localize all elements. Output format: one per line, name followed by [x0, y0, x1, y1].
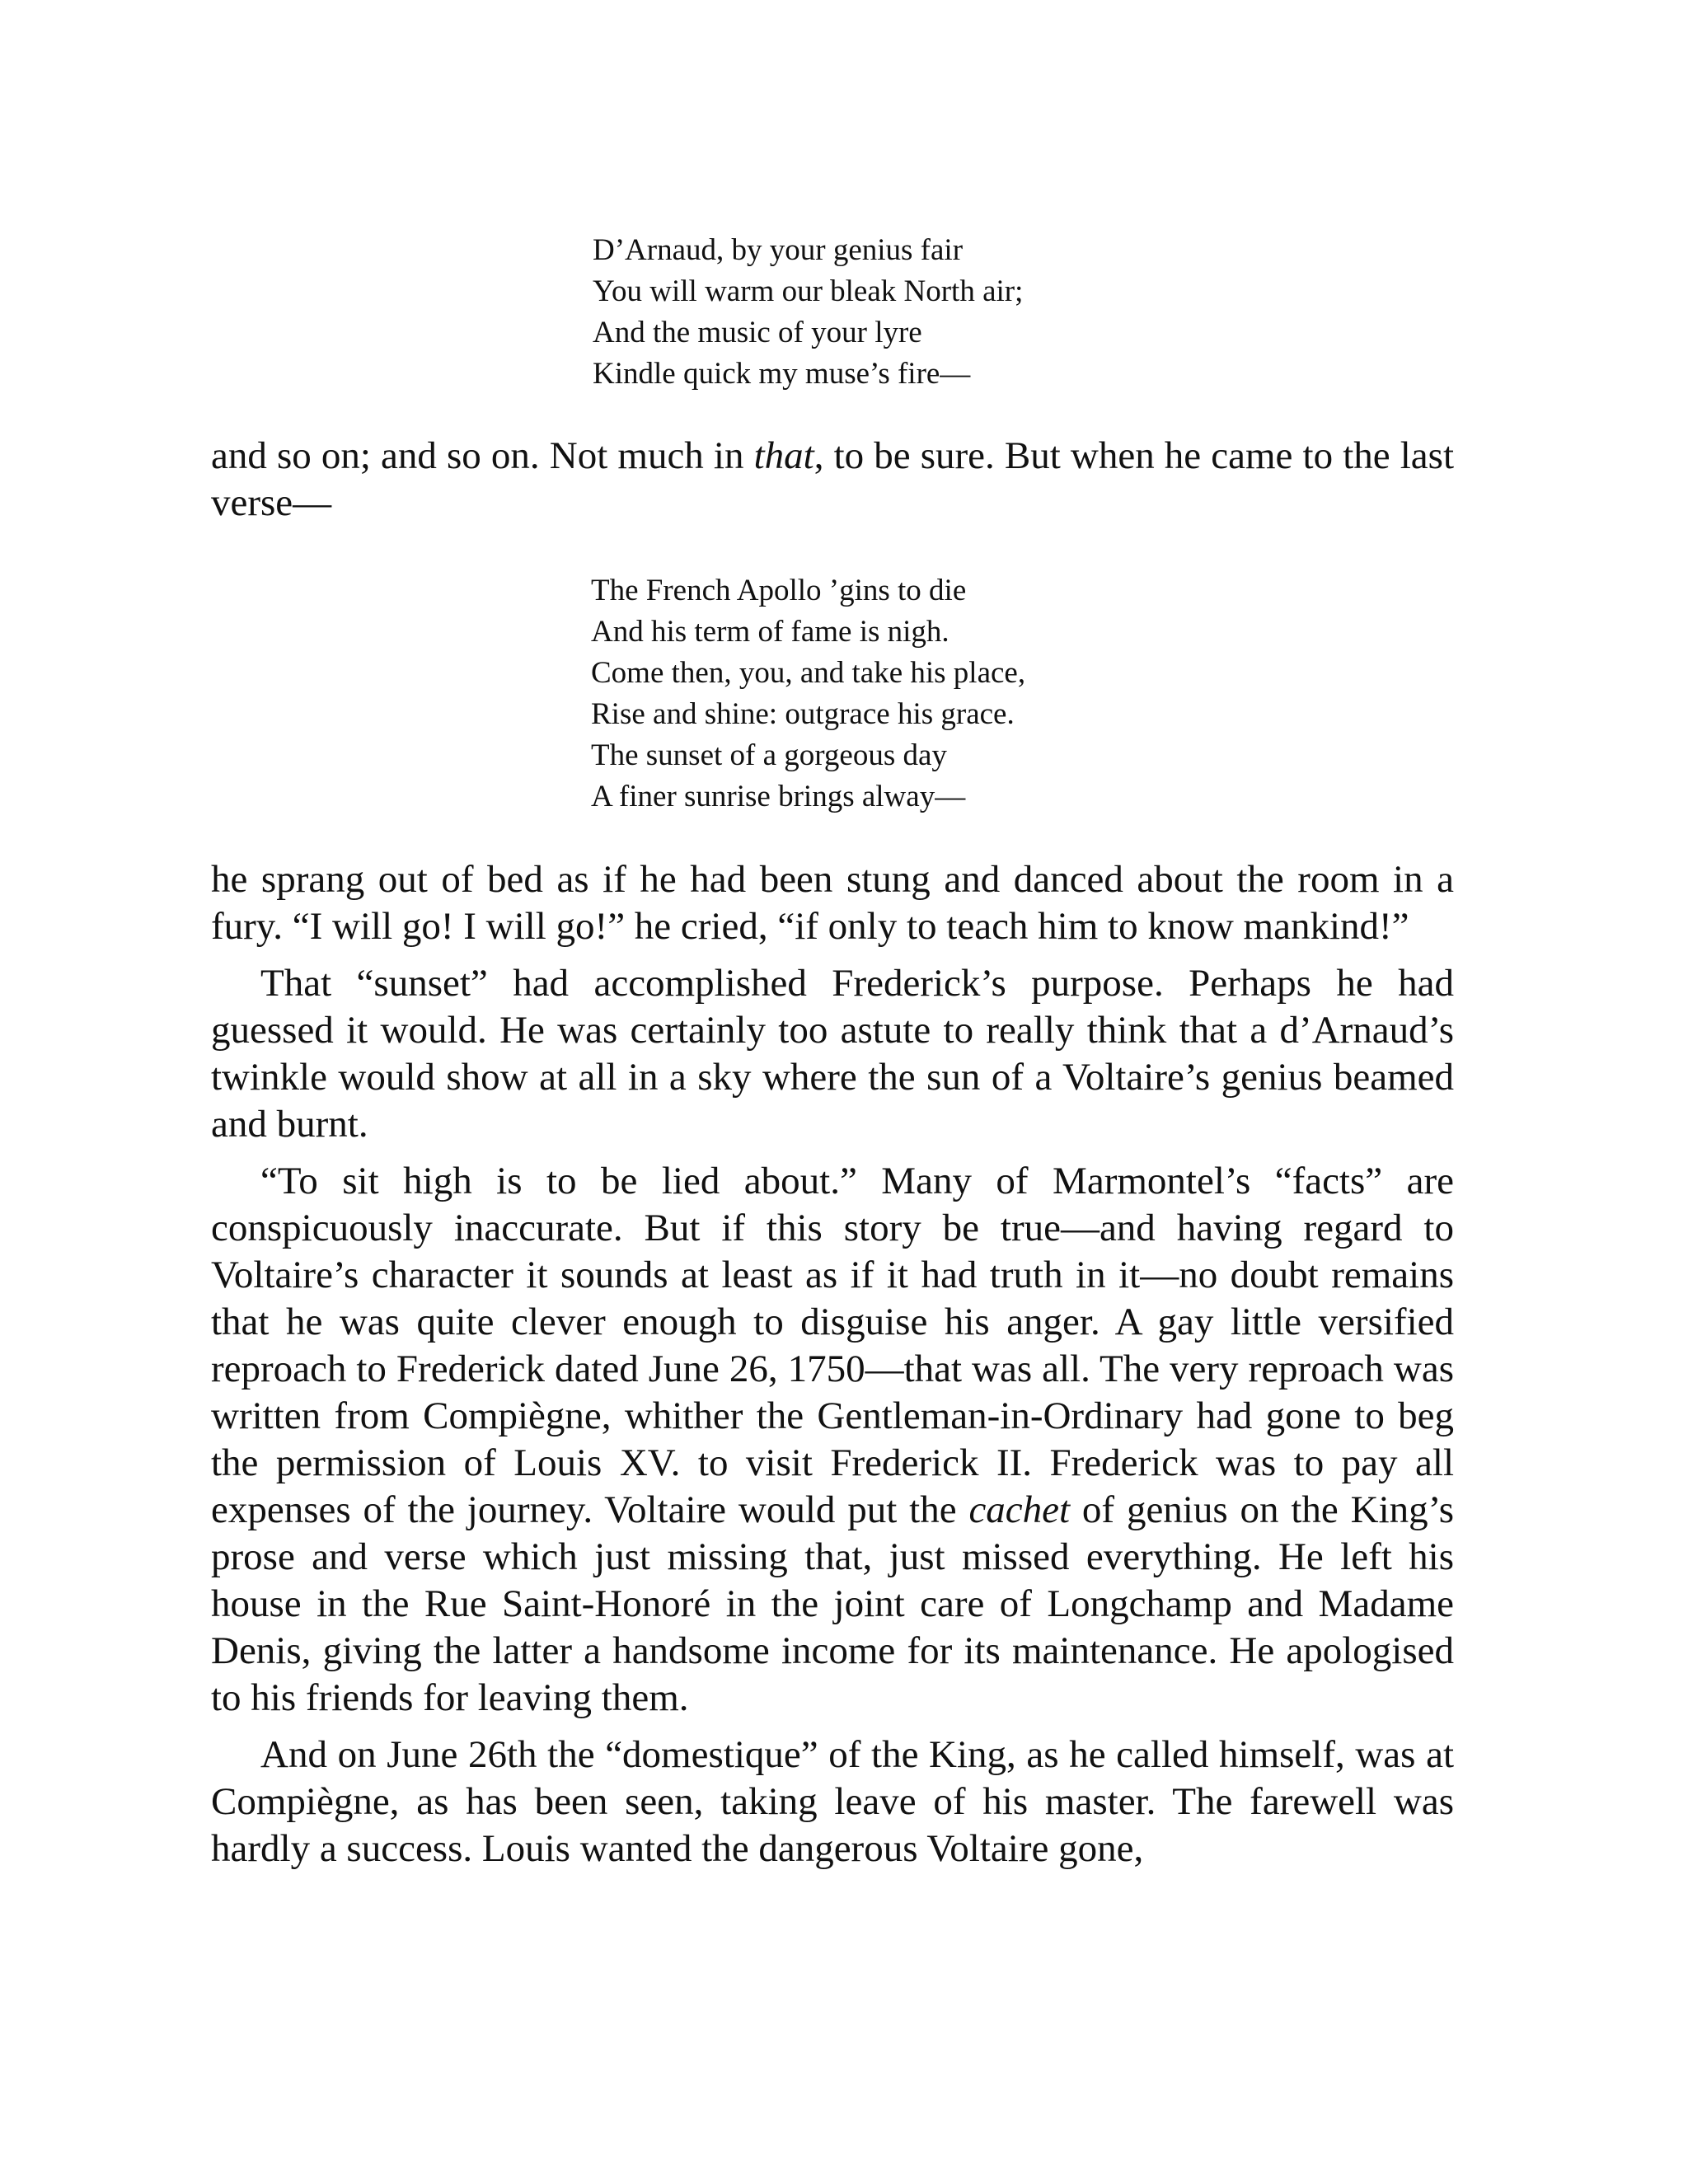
- paragraph: [211, 433, 1454, 527]
- paragraph: he sprang out of bed as if he had been stung and danced about the room in a fury. “I will go! I will go!” he cried, “if only to teach him to know mankind!”: [211, 858, 1454, 948]
- paragraph-text: “To sit high is to be lied about.” Many of Marmontel’s “facts” are conspicuously inaccurate. But if this story be true—and having regard to Voltaire’s character it sounds at least as if it had truth in it—no doubt remains that he was quite clever enough to disguise his anger. A gay little versified reproach to Frederick dated June 26, 1750—that was all. The very reproach was written from Compiègne, whither the Gentleman-in-Ordinary had gone to beg the permission of Louis XV. to visit Frederick II. Frederick was to pay all expenses of the journey. Voltaire would put the: [211, 1160, 1454, 1531]
- verse-line: Kindle quick my muse’s fire—: [593, 357, 971, 391]
- prose-block-2: [211, 856, 1454, 1872]
- verse-line: The French Apollo ’gins to die: [591, 574, 967, 607]
- paragraph: And on June 26th the “domestique” of the King, as he called himself, was at Compiègne, as has been seen, taking leave of his master. The farewell was hardly a success. Louis wanted the dangerous Voltaire gone,: [211, 1733, 1454, 1870]
- paragraph-text: and so on; and so on. Not much in: [211, 434, 754, 477]
- italic-word: cachet: [968, 1488, 1071, 1531]
- verse-block-2: [591, 570, 1025, 818]
- italic-word: that: [753, 434, 814, 477]
- verse-block-1: [593, 230, 1023, 395]
- paragraph: That “sunset” had accomplished Frederick’s purpose. Perhaps he had guessed it would. He was certainly too astute to really think that a d’Arnaud’s twinkle would show at all in a sky where the sun of a Voltaire’s genius beamed and burnt.: [211, 962, 1454, 1146]
- paragraph-text: of genius on the King’s prose and verse which just missing that, just missed everything. He left his house in the Rue Saint-Honoré in the joint care of Longchamp and Madame Denis, giving the latter a handsome income for its maintenance. He apologised to his friends for leaving them.: [211, 1488, 1454, 1719]
- verse-line: You will warm our bleak North air;: [593, 274, 1024, 308]
- paragraph: [211, 1158, 1454, 1722]
- paragraph-text: , to be sure. But when he came to the last verse—: [211, 434, 1454, 524]
- verse-line: Rise and shine: outgrace his grace.: [591, 697, 1015, 731]
- verse-line: D’Arnaud, by your genius fair: [593, 233, 964, 267]
- verse-line: A finer sunrise brings alway—: [591, 780, 966, 813]
- prose-block-1: [211, 433, 1454, 527]
- verse-line: And the music of your lyre: [593, 316, 922, 349]
- verse-line: The sunset of a gorgeous day: [591, 738, 947, 772]
- verse-line: And his term of fame is nigh.: [591, 615, 950, 649]
- verse-line: Come then, you, and take his place,: [591, 656, 1026, 690]
